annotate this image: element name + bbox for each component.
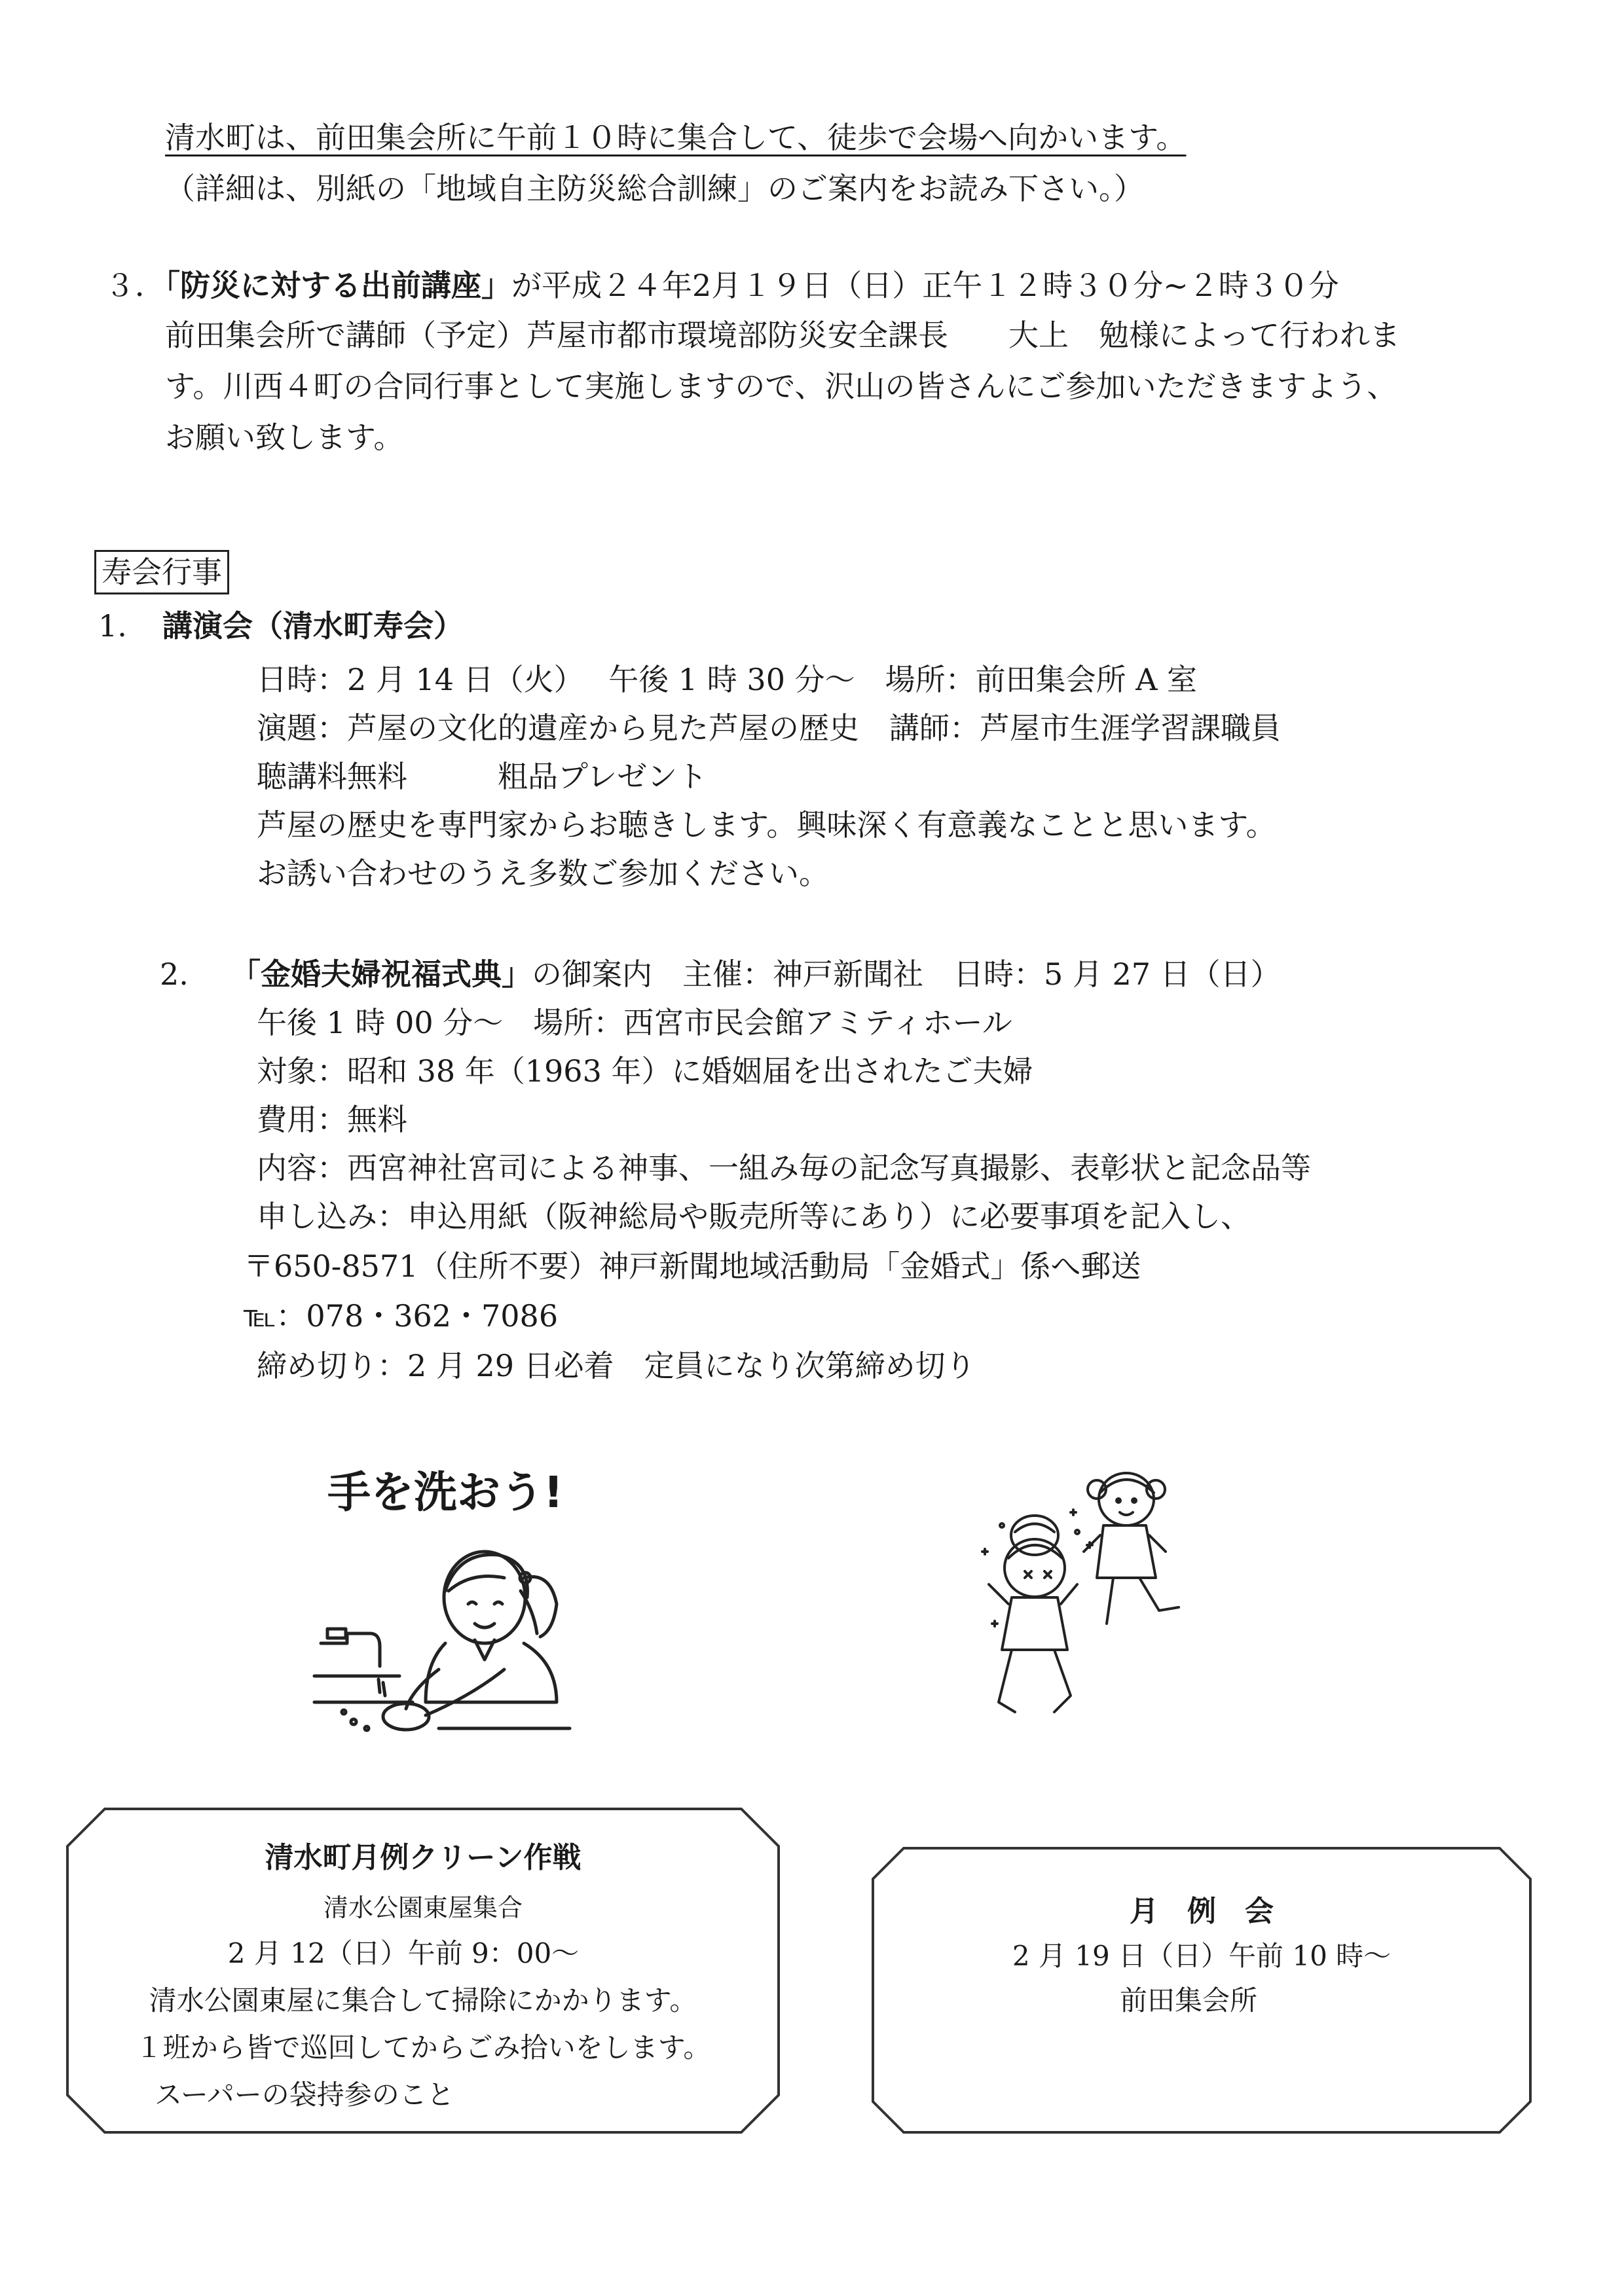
cleanup-line-1: 清水公園東屋集合 [323,1893,523,1922]
event1-number: 1. [98,608,127,644]
event2-line-8: 締め切り：2 月 29 日必着 定員になり次第締め切り [257,1348,976,1383]
event1-line-2: 演題：芦屋の文化的遺産から見た芦屋の歴史 講師：芦屋市生涯学習課職員 [257,710,1281,746]
item3-line1-rest: が平成２４年2月１９日（日）正午１２時３０分~２時３０分 [511,268,1339,303]
cleanup-line-4: １班から皆で巡回してからごみ拾いをします。 [135,2032,711,2064]
cleanup-line-3: 清水公園東屋に集合して掃除にかかります。 [149,1984,697,2016]
monthly-line-1: 2 月 19 日（日）午前 10 時～ [1012,1940,1392,1972]
event2-line-4: 内容：西宮神社宮司による神事、一組み毎の記念写真撮影、表彰状と記念品等 [257,1150,1311,1186]
item3-number: ３． [105,268,165,303]
item3-title: 「防災に対する出前講座」 [165,268,511,303]
event2-number: 2. [160,957,189,992]
item3-line-4: お願い致します。 [165,420,404,455]
event2-line-1: 午後 1 時 00 分～ 場所：西宮市民会館アミティホール [257,1005,1012,1040]
event1-line-5: お誘い合わせのうえ多数ご参加ください。 [257,856,829,891]
event2-title-rest: の御案内 主催：神戸新聞社 日時：5 月 27 日（日） [532,957,1281,992]
event1-line-1: 日時：2 月 14 日（火） 午後 1 時 30 分～ 場所：前田集会所 A 室 [257,662,1198,697]
event2-line-6: 〒650-8571（住所不要）神戸新聞地域活動局「金婚式」係へ郵送 [244,1248,1141,1284]
cleanup-line-2: 2 月 12（日）午前 9：00～ [227,1937,580,1969]
kids-illustration [963,1453,1198,1728]
item3-line-2: 前田集会所で講師（予定）芦屋市都市環境部防災安全課長 大上 勉様によって行われま [165,318,1400,353]
monthly-title: 月 例 会 [1130,1895,1274,1928]
kotobuki-section-label: 寿会行事 [94,550,229,594]
event2-line-7: ℡：078・362・7086 [244,1298,559,1334]
children-playing-icon [963,1453,1198,1728]
event2-title: 「金婚夫婦祝福式典」 [231,957,532,992]
event2-line-3: 費用：無料 [257,1102,407,1137]
event2-title-line [231,955,1281,994]
intro-line-1: 清水町は、前田集会所に午前１０時に集合して、徒歩で会場へ向かいます。 [165,120,1187,155]
monthly-line-2: 前田集会所 [1119,1984,1257,2016]
item3-line-3: す。川西４町の合同行事として実施しますので、沢山の皆さんにご参加いただきますよう、 [165,369,1397,404]
handwash-illustration [308,1467,609,1741]
cleanup-title: 清水町月例クリーン作戦 [265,1841,581,1874]
event1-line-4: 芦屋の歴史を専門家からお聴きします。興味深く有意義なことと思います。 [257,807,1276,843]
item3-line-1 [105,266,1339,305]
event2-line-5: 申し込み：申込用紙（阪神総局や販売所等にあり）に必要事項を記入し、 [257,1199,1251,1234]
monthly-meeting-box [871,1846,1532,2134]
intro-line-2: （詳細は、別紙の「地域自主防災総合訓練」のご案内をお読み下さい。） [165,171,1144,206]
event1-line-3: 聴講料無料 粗品プレゼント [257,759,708,794]
handwash-caption: 手を洗おう! [327,1467,564,1518]
event1-title: 講演会（清水町寿会） [162,608,464,644]
cleanup-box [65,1807,781,2134]
cleanup-line-5: スーパーの袋持参のこと [155,2079,454,2111]
event2-line-2: 対象：昭和 38 年（1963 年）に婚姻届を出されたご夫婦 [257,1053,1033,1089]
girl-washing-hands-icon [308,1532,609,1741]
